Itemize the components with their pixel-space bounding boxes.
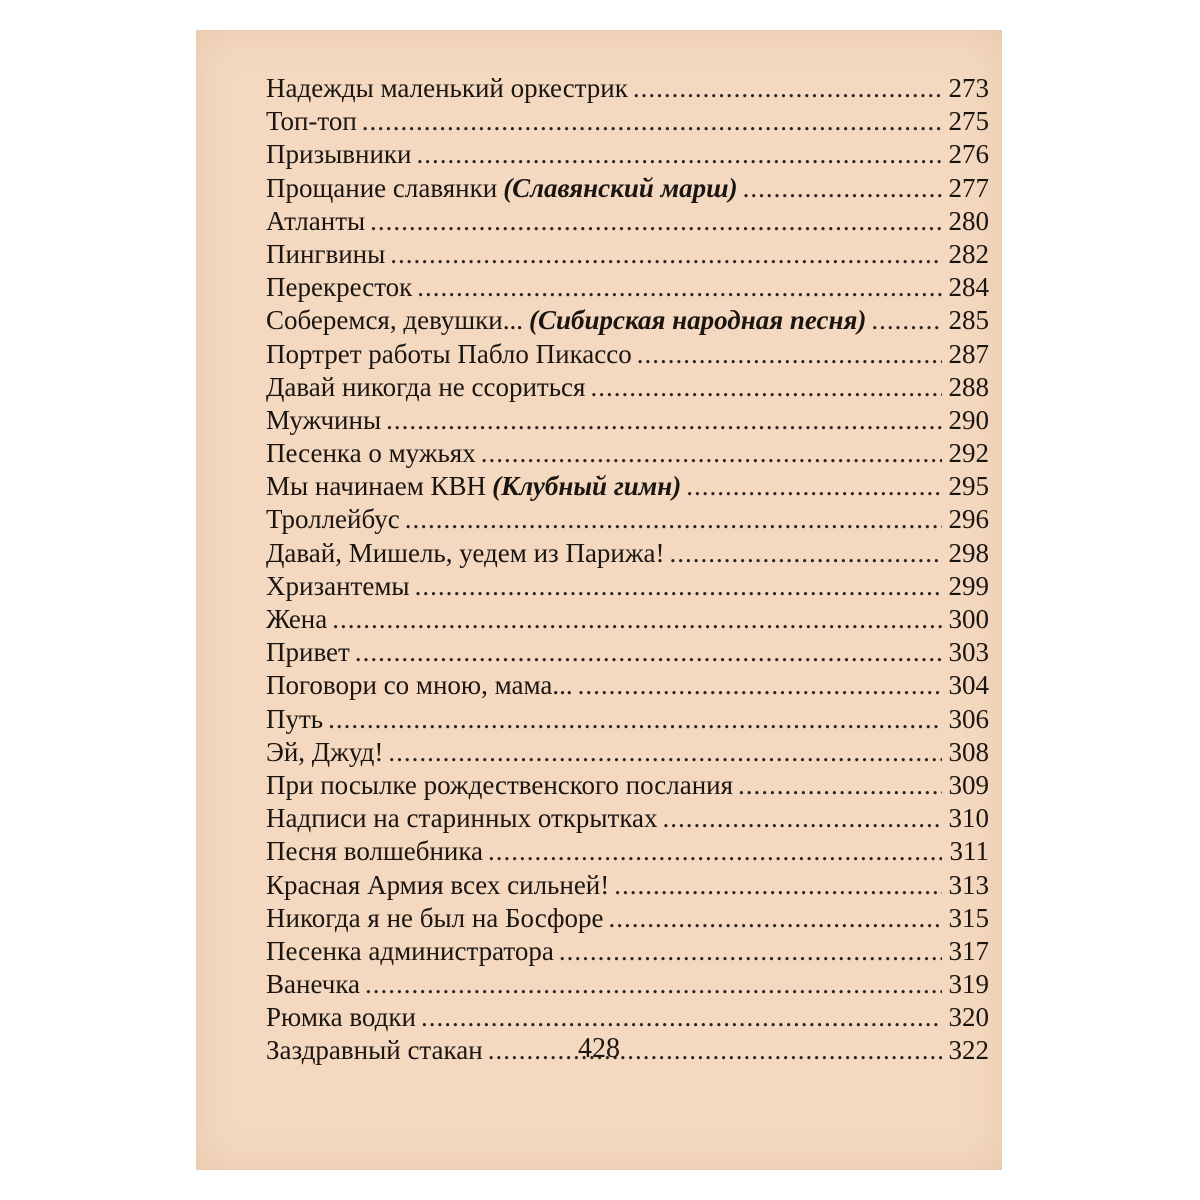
entry-page-number: 290 <box>948 404 989 435</box>
entry-title <box>266 737 383 768</box>
entry-page-number: 311 <box>949 836 989 867</box>
toc-entry <box>266 438 989 471</box>
entry-title <box>266 471 681 502</box>
entry-title <box>266 903 604 934</box>
toc-entry <box>266 106 989 139</box>
entry-page-number: 304 <box>948 670 989 701</box>
dot-leader <box>481 438 942 469</box>
dot-leader <box>388 737 942 768</box>
dot-leader <box>328 704 942 735</box>
entry-title-text: Ванечка <box>266 969 361 1000</box>
toc-entry <box>266 73 989 106</box>
dot-leader <box>405 504 942 535</box>
dot-leader <box>738 770 942 801</box>
entry-page-number: 287 <box>948 338 989 369</box>
entry-title-text: Песня волшебника <box>266 836 484 867</box>
entry-page-number: 306 <box>948 703 989 734</box>
entry-title-text: Мужчины <box>266 404 382 435</box>
entry-page-number: 303 <box>948 637 989 668</box>
dot-leader <box>416 139 942 170</box>
entry-page-number: 284 <box>948 272 989 303</box>
entry-title-text: Песенка о мужьях <box>266 438 476 469</box>
dot-leader <box>365 969 942 1000</box>
entry-title <box>266 870 609 901</box>
entry-title <box>266 936 554 967</box>
entry-page-number: 309 <box>948 769 989 800</box>
entry-page-number: 285 <box>948 305 989 336</box>
entry-title-text: Эй, Джуд! <box>266 736 384 767</box>
dot-leader <box>609 903 943 934</box>
entry-page-number: 295 <box>948 471 989 502</box>
entry-title-text: Прощание славянки <box>266 172 498 203</box>
dot-leader <box>663 803 942 834</box>
entry-title-text: Атланты <box>266 205 366 236</box>
entry-page-number: 300 <box>948 604 989 634</box>
entry-title <box>266 106 357 137</box>
entry-title <box>266 73 628 104</box>
entry-title-text: Поговори со мною, мама... <box>266 670 573 701</box>
toc-entry <box>266 471 989 504</box>
entry-title-text: При посылке рождественского послания <box>266 769 734 800</box>
entry-title <box>266 803 658 834</box>
entry-title-text: Красная Армия всех сильней! <box>266 869 610 900</box>
entry-title-text: Портрет работы Пабло Пикассо <box>266 338 632 369</box>
entry-title <box>266 305 866 336</box>
entry-title-text: Привет <box>266 637 350 668</box>
entry-title <box>266 405 381 436</box>
entry-page-number: 322 <box>948 1035 989 1066</box>
toc-entry <box>266 903 989 936</box>
dot-leader <box>370 206 942 237</box>
entry-title <box>266 637 350 668</box>
entry-title <box>266 770 733 801</box>
dot-leader <box>637 339 942 370</box>
entry-page-number: 280 <box>948 205 989 236</box>
entry-subtitle: (Клубный гимн) <box>492 471 682 502</box>
dot-leader <box>871 305 942 336</box>
entry-title-text: Путь <box>266 703 324 734</box>
entry-title <box>266 372 585 403</box>
entry-title-text: Надежды маленький оркестрик <box>266 73 628 103</box>
entry-page-number: 277 <box>948 172 989 203</box>
dot-leader <box>386 405 942 436</box>
entry-title <box>266 670 573 701</box>
entry-title-text: Пингвины <box>266 238 386 269</box>
entry-title <box>266 1002 416 1033</box>
dot-leader <box>390 239 942 270</box>
toc-entry <box>266 372 989 405</box>
entry-title <box>266 339 632 370</box>
entry-title-text: Заздравный стакан <box>266 1035 483 1066</box>
dot-leader <box>559 936 942 967</box>
entry-page-number: 273 <box>948 73 989 103</box>
entry-title-text: Никогда я не был на Босфоре <box>266 902 604 933</box>
toc-entry <box>266 272 989 305</box>
page-number: 428 <box>578 1033 620 1064</box>
toc-entry <box>266 836 989 869</box>
entry-title <box>266 504 400 535</box>
dot-leader <box>578 670 942 701</box>
entry-page-number: 308 <box>948 736 989 767</box>
entry-title-text: Давай никогда не ссориться <box>266 371 586 402</box>
dot-leader <box>415 571 942 602</box>
toc-entry <box>266 969 989 1002</box>
toc-entry <box>266 604 989 637</box>
toc-entry <box>266 704 989 737</box>
entry-title <box>266 571 410 602</box>
entry-title-text: Рюмка водки <box>266 1002 416 1033</box>
entry-title-text: Призывники <box>266 139 412 170</box>
entry-title-text: Топ-топ <box>266 106 357 137</box>
toc-entry <box>266 1002 989 1035</box>
entry-title <box>266 239 385 270</box>
toc-entry <box>266 538 989 571</box>
toc-entry <box>266 139 989 172</box>
entry-page-number: 317 <box>948 935 989 966</box>
toc-entry <box>266 870 989 903</box>
entry-title <box>266 272 412 303</box>
table-of-contents <box>266 73 989 1069</box>
entry-title <box>266 704 323 735</box>
entry-title-text: Надписи на старинных открытках <box>266 803 658 834</box>
dot-leader <box>743 173 942 204</box>
entry-page-number: 298 <box>948 537 989 568</box>
entry-page-number: 288 <box>948 371 989 402</box>
entry-page-number: 310 <box>948 803 989 834</box>
dot-leader <box>417 272 942 303</box>
entry-subtitle: (Славянский марш) <box>503 172 738 203</box>
entry-title <box>266 538 665 569</box>
toc-entry <box>266 637 989 670</box>
toc-entry <box>266 737 989 770</box>
dot-leader <box>614 870 942 901</box>
entry-title-text: Троллейбус <box>266 504 400 535</box>
dot-leader <box>670 538 942 569</box>
entry-title <box>266 969 360 1000</box>
toc-entry <box>266 571 989 604</box>
dot-leader <box>488 836 942 867</box>
entry-page-number: 299 <box>948 570 989 601</box>
entry-title-text: Жена <box>266 604 328 634</box>
entry-page-number: 320 <box>948 1002 989 1033</box>
toc-entry <box>266 305 989 338</box>
entry-page-number: 315 <box>948 902 989 933</box>
entry-title-text: Перекресток <box>266 272 413 303</box>
dot-leader <box>633 73 942 104</box>
entry-title <box>266 836 483 867</box>
entry-page-number: 282 <box>948 238 989 269</box>
toc-entry <box>266 239 989 272</box>
entry-title-text: Хризантемы <box>266 570 410 601</box>
dot-leader <box>686 471 942 502</box>
entry-title <box>266 206 365 237</box>
toc-entry <box>266 339 989 372</box>
entry-page-number: 275 <box>948 106 989 137</box>
toc-entry <box>266 670 989 703</box>
entry-page-number: 292 <box>948 438 989 469</box>
toc-entry <box>266 770 989 803</box>
entry-subtitle: (Сибирская народная песня) <box>529 305 867 336</box>
toc-entry <box>266 405 989 438</box>
entry-title <box>266 438 476 469</box>
entry-page-number: 276 <box>948 139 989 170</box>
toc-entry <box>266 936 989 969</box>
dot-leader <box>421 1002 942 1033</box>
entry-title-text: Давай, Мишель, уедем из Парижа! <box>266 537 665 568</box>
dot-leader <box>362 106 942 137</box>
entry-title <box>266 173 738 204</box>
dot-leader <box>590 372 942 403</box>
toc-entry <box>266 173 989 206</box>
entry-title <box>266 604 327 635</box>
entry-page-number: 313 <box>948 869 989 900</box>
toc-entry <box>266 504 989 537</box>
entry-title-text: Песенка администратора <box>266 935 554 966</box>
toc-entry <box>266 803 989 836</box>
dot-leader <box>332 604 942 635</box>
toc-entry <box>266 206 989 239</box>
entry-title <box>266 139 411 170</box>
entry-page-number: 296 <box>948 504 989 535</box>
dot-leader <box>355 637 942 668</box>
book-page <box>196 30 1002 1170</box>
entry-title-text: Соберемся, девушки... <box>266 305 524 336</box>
entry-title-text: Мы начинаем КВН <box>266 471 487 502</box>
entry-page-number: 319 <box>948 969 989 1000</box>
